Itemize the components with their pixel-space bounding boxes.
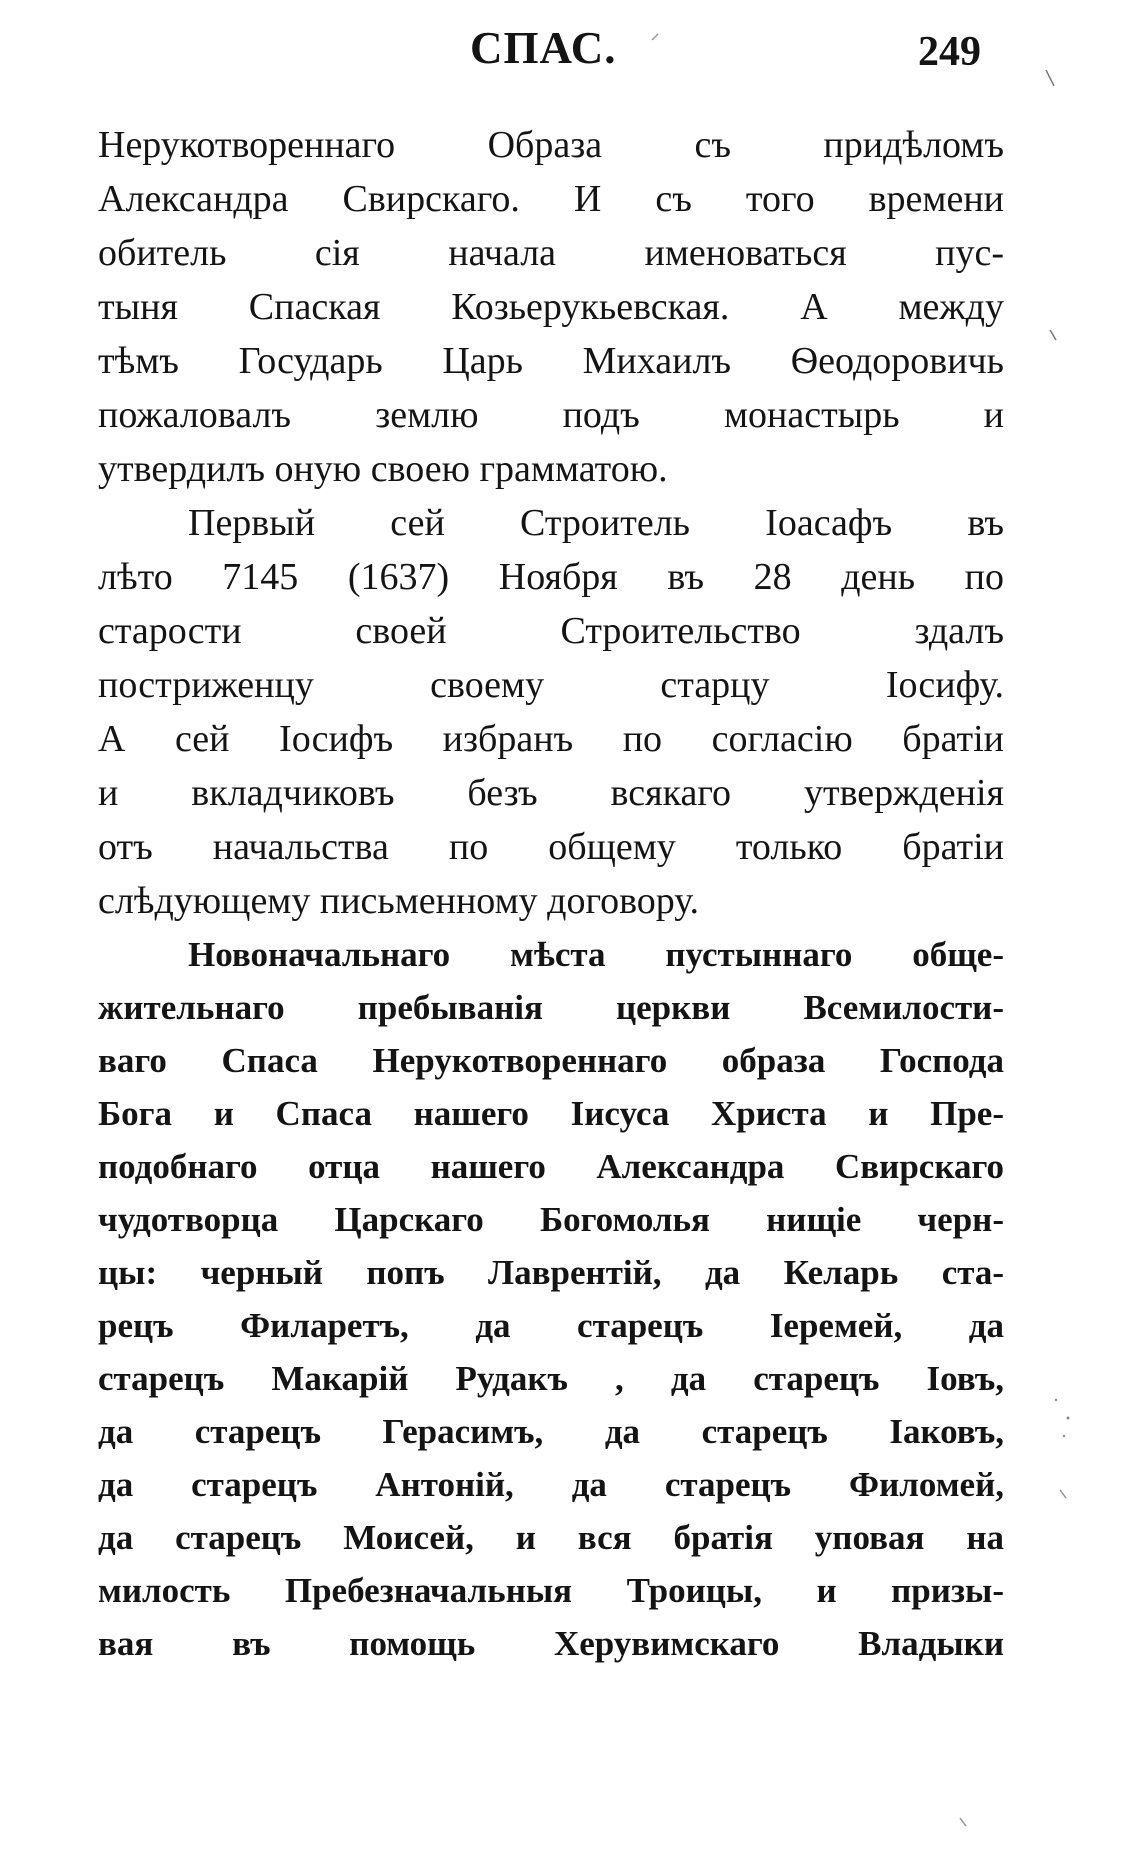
text-line: старости своей Строительство здалъ (98, 610, 1004, 652)
text-line: Нерукотвореннаго Образа съ придѣломъ (98, 124, 1004, 166)
text-line: отъ начальства по общему только братіи (98, 826, 1004, 868)
text-line: цы: черный попъ Лаврентій, да Келарь ста- (98, 1253, 1004, 1292)
text-line: постриженцу своему старцу Іосифу. (98, 664, 1004, 706)
text-line: да старецъ Моисей, и вся братія уповая на (98, 1518, 1004, 1557)
page-header (0, 22, 1140, 82)
text-line: подобнаго отца нашего Александра Свирскаго (98, 1147, 1004, 1186)
text-line: да старецъ Антоній, да старецъ Филомей, (98, 1465, 1004, 1504)
text-line: А сей Іосифъ избранъ по согласію братіи (98, 718, 1004, 760)
text-line: пожаловалъ землю подъ монастырь и (98, 394, 1004, 436)
text-line: лѣто 7145 (1637) Ноября въ 28 день по (98, 556, 1004, 598)
text-line: да старецъ Герасимъ, да старецъ Іаковъ, (98, 1412, 1004, 1451)
text-line: обитель сія начала именоваться пус- (98, 232, 1004, 274)
text-line: жительнаго пребыванія церкви Всемилости- (98, 988, 1004, 1027)
text-line: тыня Спаская Козьерукьевская. А между (98, 286, 1004, 328)
text-line: тѣмъ Государь Царь Михаилъ Ѳеодоровичь (98, 340, 1004, 382)
text-line: рецъ Филаретъ, да старецъ Іеремей, да (98, 1306, 1004, 1345)
text-line: слѣдующему письменному договору. (98, 880, 699, 922)
text-line: Александра Свирскаго. И съ того времени (98, 178, 1004, 220)
running-head: СПАС. (470, 23, 617, 73)
text-line: и вкладчиковъ безъ всякаго утвержденія (98, 772, 1004, 814)
text-line: старецъ Макарій Рудакъ , да старецъ Іовъ, (98, 1359, 1004, 1398)
text-line: Новоначальнаго мѣста пустыннаго обще- (188, 935, 1004, 974)
text-line: утвердилъ оную своею грамматою. (98, 448, 668, 490)
paragraph-1 (98, 118, 1004, 496)
paragraph-2 (98, 496, 1004, 928)
text-line: милость Пребезначальныя Троицы, и призы- (98, 1571, 1004, 1610)
page-number: 249 (918, 29, 981, 75)
text-line: вая въ помощь Херувимскаго Владыки (98, 1624, 1004, 1663)
text-line: ваго Спаса Нерукотвореннаго образа Господа (98, 1041, 1004, 1080)
paragraph-3-document (98, 928, 1004, 1670)
text-line: Бога и Спаса нашего Іисуса Христа и Пре- (98, 1094, 1004, 1133)
text-line: Первый сей Строитель Іоасафъ въ (188, 502, 1004, 544)
text-line: чудотворца Царскаго Богомолья нищіе черн- (98, 1200, 1004, 1239)
body-text (98, 118, 1004, 1670)
